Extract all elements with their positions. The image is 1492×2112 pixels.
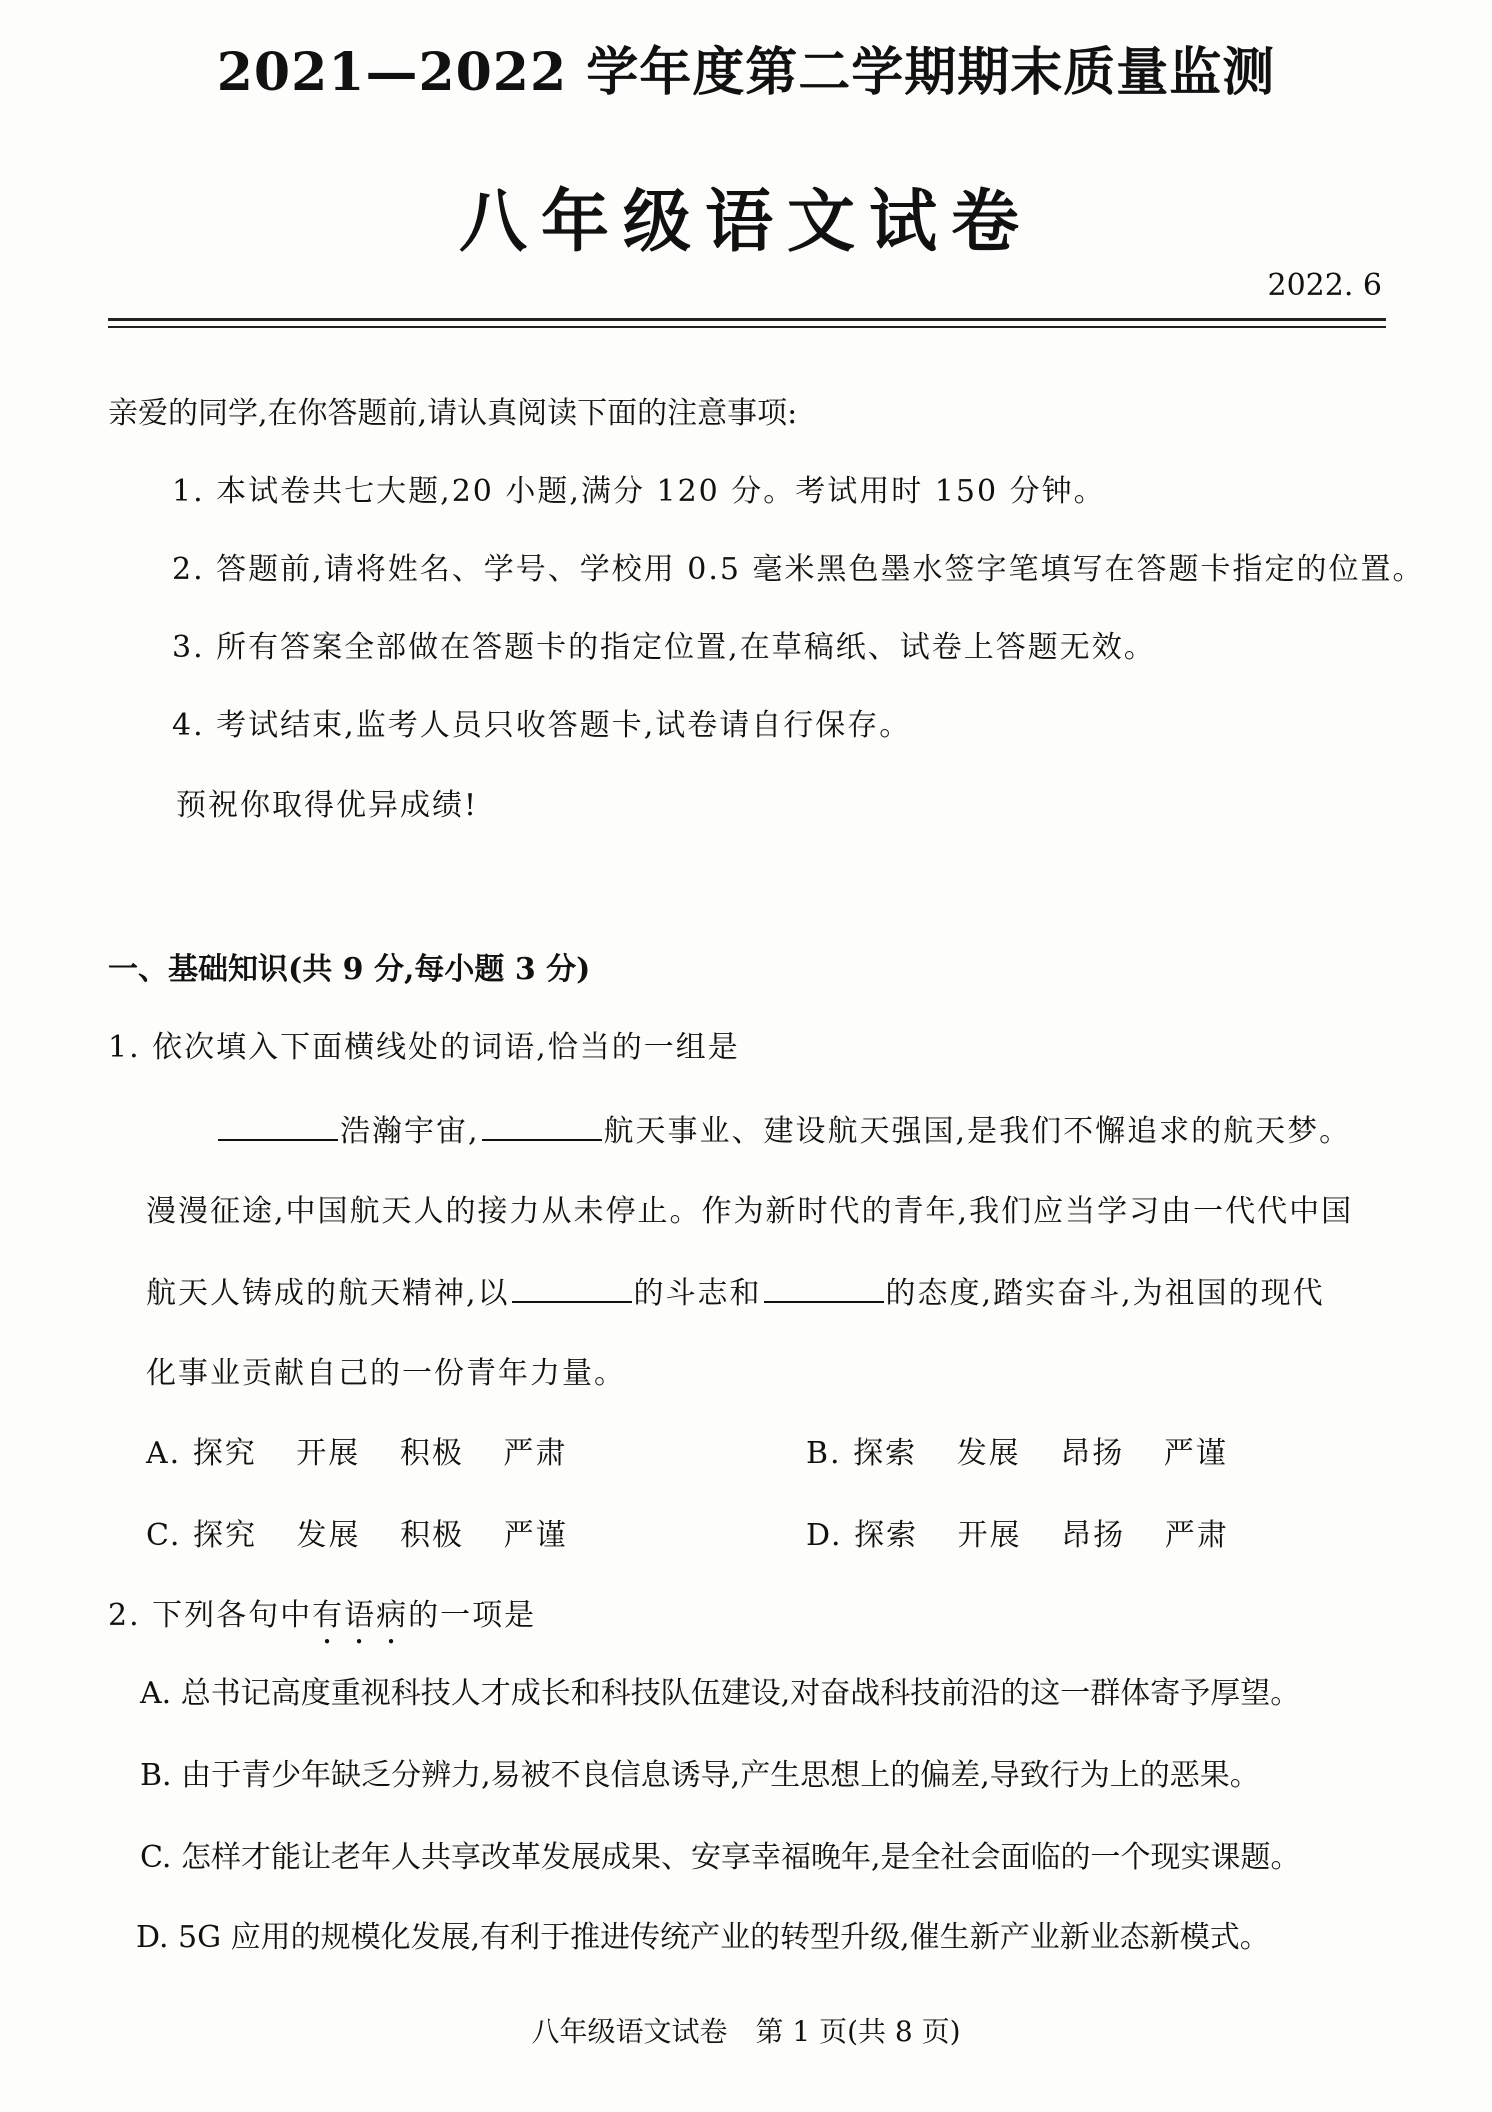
notice-intro: 亲爱的同学,在你答题前,请认真阅读下面的注意事项: <box>108 396 798 431</box>
exam-date: 2022. 6 <box>1267 268 1382 303</box>
question-1-passage-line-1: 浩瀚宇宙, 航天事业、建设航天强国,是我们不懈追求的航天梦。 <box>216 1106 1351 1150</box>
option-b: B. 探索 发展 昂扬 严谨 <box>806 1436 1228 1471</box>
option-d: D. 探索 开展 昂扬 严肃 <box>806 1518 1229 1553</box>
question-1-passage-line-3: 航天人铸成的航天精神,以 的斗志和 的态度,踏实奋斗,为祖国的现代 <box>146 1276 1325 1311</box>
answer-blank <box>512 1279 632 1303</box>
question-1-passage-line-4: 化事业贡献自己的一份青年力量。 <box>146 1356 626 1391</box>
notice-item: 3. 所有答案全部做在答题卡的指定位置,在草稿纸、试卷上答题无效。 <box>172 630 1156 665</box>
answer-blank <box>764 1279 884 1303</box>
question-2-option-d: D. 5G 应用的规模化发展,有利于推进传统产业的转型升级,催生新产业新业态新模式。 <box>136 1920 1270 1955</box>
question-1-passage-line-2: 漫漫征途,中国航天人的接力从未停止。作为新时代的青年,我们应当学习由一代代中国 <box>146 1194 1354 1229</box>
question-2-option-c: C. 怎样才能让老年人共享改革发展成果、安享幸福晚年,是全社会面临的一个现实课题。 <box>140 1840 1301 1875</box>
question-2-option-a: A. 总书记高度重视科技人才成长和科技队伍建设,对奋战科技前沿的这一群体寄予厚望。 <box>140 1676 1301 1711</box>
notice-item: 4. 考试结束,监考人员只收答题卡,试卷请自行保存。 <box>172 708 912 743</box>
notice-item: 1. 本试卷共七大题,20 小题,满分 120 分。考试用时 150 分钟。 <box>172 474 1106 509</box>
page-footer: 八年级语文试卷 第 1 页(共 8 页) <box>531 2015 961 2048</box>
notice-wish: 预祝你取得优异成绩! <box>176 788 479 823</box>
question-2-option-b: B. 由于青少年缺乏分辨力,易被不良信息诱导,产生思想上的偏差,导致行为上的恶果。 <box>140 1758 1260 1793</box>
paper-title: 八年级语文试卷 <box>458 182 1033 262</box>
notice-item: 2. 答题前,请将姓名、学号、学校用 0.5 毫米黑色墨水签字笔填写在答题卡指定的位置。 <box>172 552 1425 587</box>
option-a: A. 探究 开展 积极 严肃 <box>146 1436 568 1471</box>
question-2-stem: 2. 下列各句中有语病的一项是 <box>108 1598 537 1633</box>
question-1-stem: 1. 依次填入下面横线处的词语,恰当的一组是 <box>108 1030 740 1065</box>
answer-blank <box>482 1117 602 1141</box>
option-c: C. 探究 发展 积极 严谨 <box>146 1518 568 1553</box>
exam-title: 2021—2022 学年度第二学期期末质量监测 <box>216 42 1276 103</box>
header-divider-thick <box>108 318 1386 321</box>
answer-blank <box>218 1117 338 1141</box>
section-heading: 一、基础知识(共 9 分,每小题 3 分) <box>108 952 591 987</box>
header-divider-thin <box>108 326 1386 328</box>
